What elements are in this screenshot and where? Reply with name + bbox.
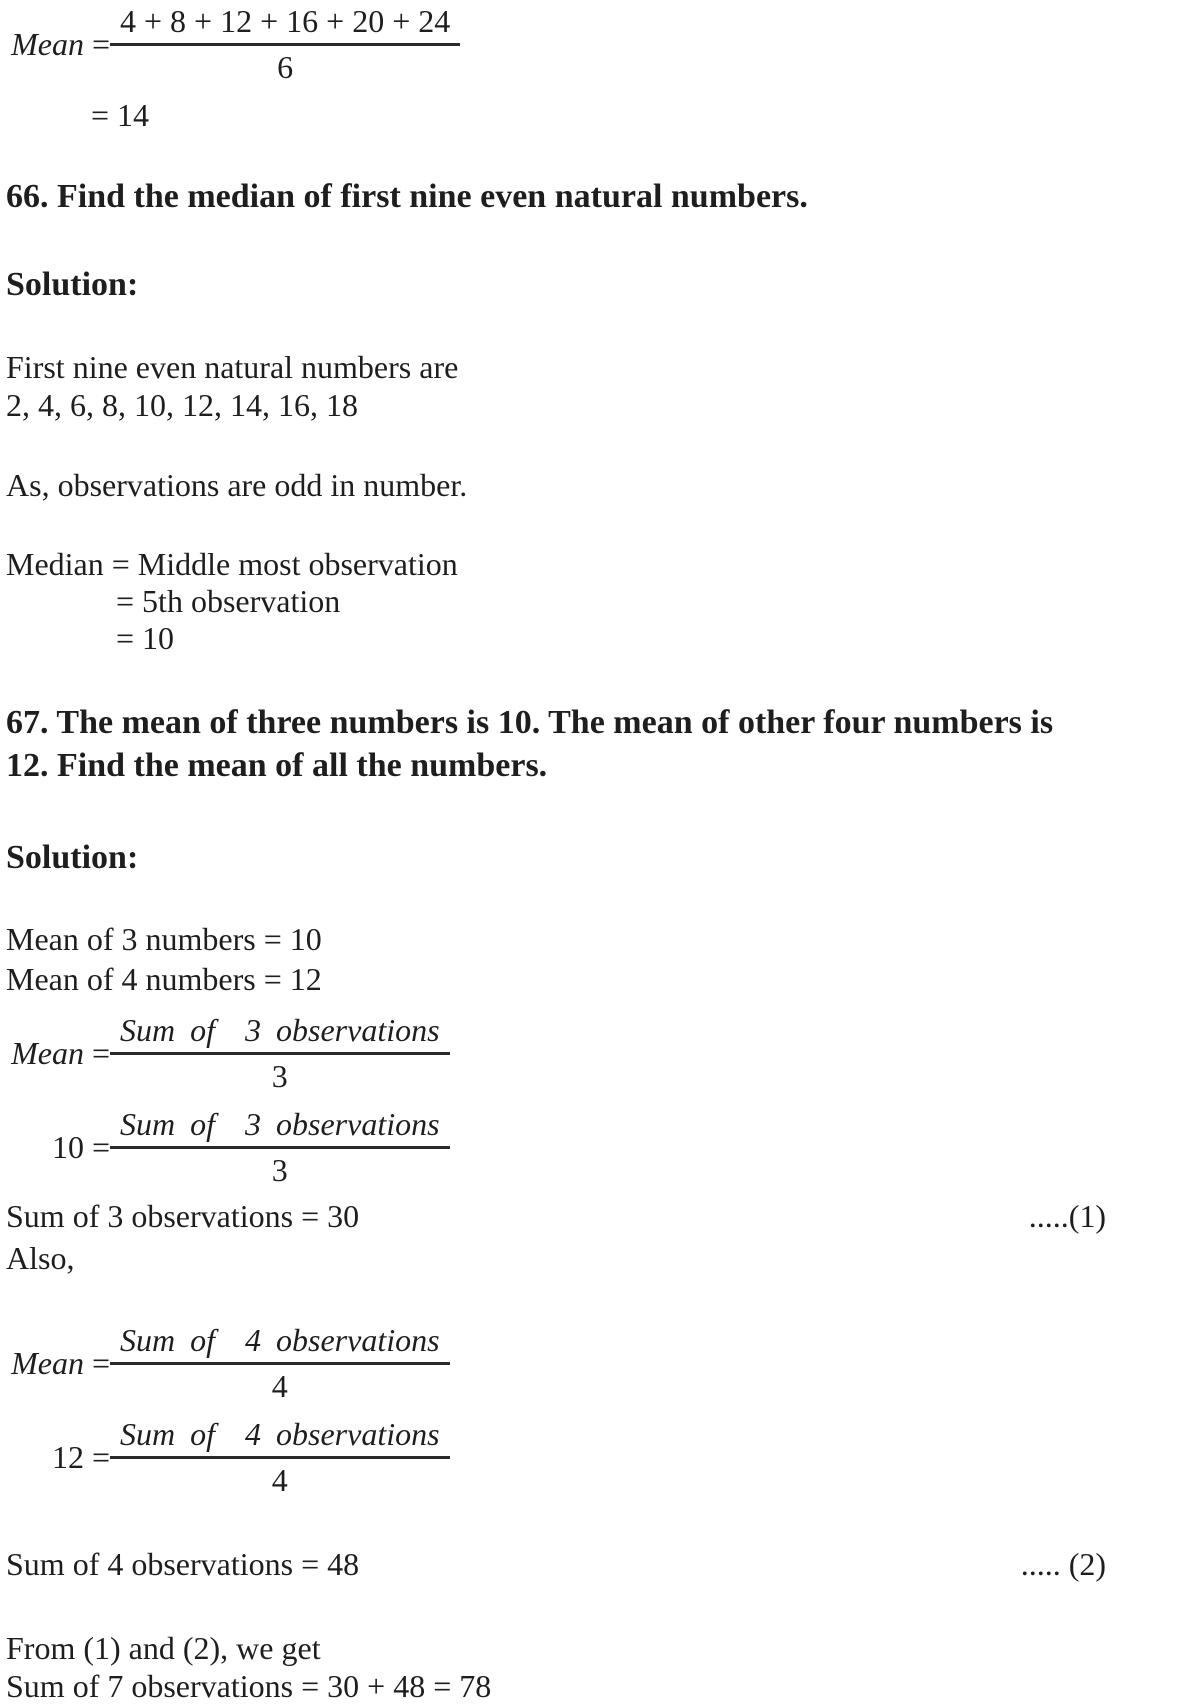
equals-sign xyxy=(84,25,92,63)
text-line: 2, 4, 6, 8, 10, 12, 14, 16, 18 xyxy=(6,387,358,423)
also-line: Also, xyxy=(6,1240,75,1276)
equation-lhs-term: Mean xyxy=(11,1345,84,1381)
solution-label-66: Solution: xyxy=(6,266,139,303)
question-66-heading: 66. Find the median of first nine even natural numbers. xyxy=(6,178,808,215)
equation-lhs-term: Mean xyxy=(11,26,84,62)
question-67-heading xyxy=(6,701,1198,787)
equation-lhs-term: 12 xyxy=(51,1439,84,1475)
equals-sign xyxy=(84,1034,92,1072)
fraction-numerator: Sum of 4 observations xyxy=(110,1415,450,1459)
equation-lhs xyxy=(6,1034,110,1072)
from-line: From (1) and (2), we get xyxy=(6,1630,321,1666)
result-sum4-line xyxy=(6,1545,1198,1583)
equals-sign xyxy=(84,1344,92,1382)
fraction-denominator: 3 xyxy=(271,1152,288,1188)
given-values xyxy=(6,919,1198,999)
equals-sign: = xyxy=(91,1129,110,1165)
equation-lhs xyxy=(6,1344,110,1382)
equation-lhs xyxy=(6,25,110,63)
median-line-2: = 5th observation xyxy=(116,583,341,619)
median-line-1: Median = Middle most observation xyxy=(6,546,458,582)
equals-sign xyxy=(84,1438,92,1476)
result-sum3-line xyxy=(6,1197,1198,1235)
median-line-3: = 10 xyxy=(116,620,175,656)
result-sum7-line: Sum of 7 observations = 30 + 48 = 78 xyxy=(6,1668,492,1704)
equation-lhs-term: Mean xyxy=(11,1035,84,1071)
result-text: Sum of 4 observations = 48 xyxy=(6,1546,360,1582)
fraction xyxy=(110,1011,450,1095)
fraction xyxy=(110,2,460,86)
equals-sign: = xyxy=(91,26,110,62)
equation-lhs-term: 10 xyxy=(51,1129,84,1165)
equation-mean-sum3 xyxy=(6,1011,1198,1095)
fraction xyxy=(110,1105,450,1189)
equation-result: = 14 xyxy=(91,97,150,133)
equation-marker-1: .....(1) xyxy=(1028,1198,1106,1234)
fraction-numerator: Sum of 3 observations xyxy=(110,1105,450,1149)
median-derivation xyxy=(6,546,1198,657)
given-line-2: Mean of 4 numbers = 12 xyxy=(6,961,322,997)
fraction-numerator: Sum of 3 observations xyxy=(110,1011,450,1055)
equation-marker-2: ..... (2) xyxy=(1020,1546,1106,1582)
given-line-1: Mean of 3 numbers = 10 xyxy=(6,921,322,957)
equation-lhs xyxy=(6,1128,110,1166)
fraction xyxy=(110,1321,450,1405)
equals-sign: = xyxy=(91,1345,110,1381)
equation-12-sum4 xyxy=(6,1415,1198,1499)
fraction-denominator: 6 xyxy=(277,49,294,85)
fraction-numerator: 4 + 8 + 12 + 16 + 20 + 24 xyxy=(110,2,460,46)
equals-sign: = xyxy=(91,1439,110,1475)
paragraph-odd-observations: As, observations are odd in number. xyxy=(6,467,468,503)
equals-sign xyxy=(84,1128,92,1166)
text-line: First nine even natural numbers are xyxy=(6,349,459,385)
equation-lhs xyxy=(6,1438,110,1476)
equation-mean-values xyxy=(6,2,1198,86)
fraction-numerator: Sum of 4 observations xyxy=(110,1321,450,1365)
paragraph-even-numbers xyxy=(6,348,1198,424)
equation-10-sum3 xyxy=(6,1105,1198,1189)
heading-line-2: 12. Find the mean of all the numbers. xyxy=(6,747,548,784)
equals-sign: = xyxy=(91,1035,110,1071)
result-text: Sum of 3 observations = 30 xyxy=(6,1198,360,1234)
fraction-denominator: 4 xyxy=(271,1368,288,1404)
fraction xyxy=(110,1415,450,1499)
equation-mean-sum4 xyxy=(6,1321,1198,1405)
solution-label-67: Solution: xyxy=(6,839,139,876)
heading-line-1: 67. The mean of three numbers is 10. The mean of other four numbers is xyxy=(6,704,1054,741)
fraction-denominator: 4 xyxy=(271,1462,288,1498)
fraction-denominator: 3 xyxy=(271,1058,288,1094)
